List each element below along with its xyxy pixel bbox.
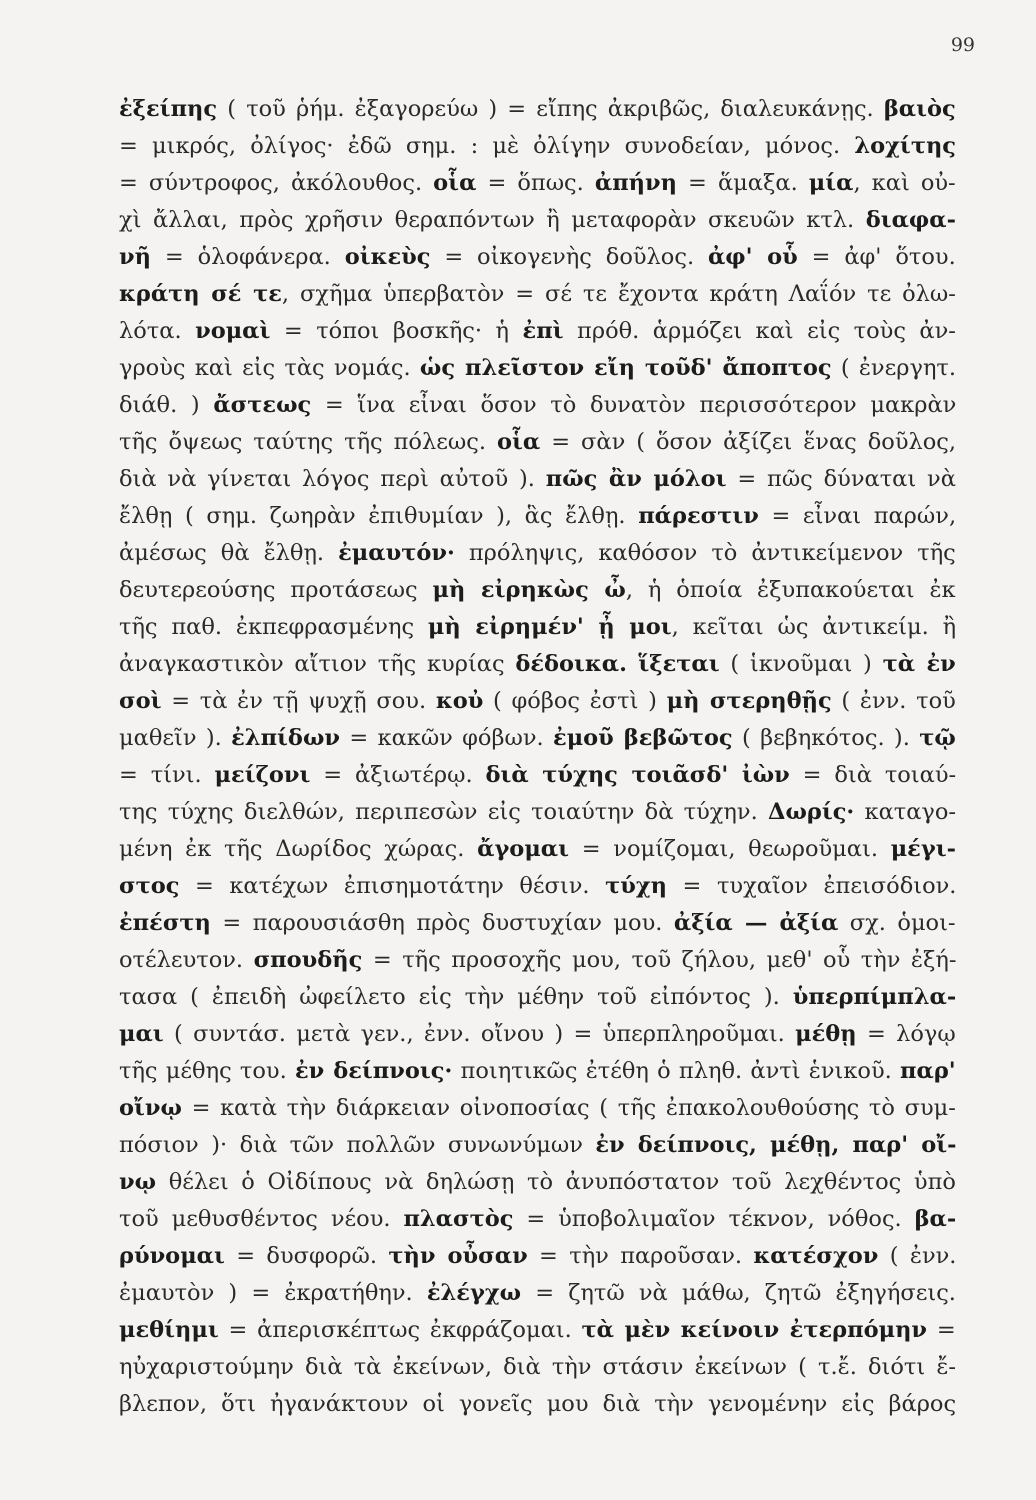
gloss-text: ἐμαυτὸν ) = ἐκρατήθην. (119, 1280, 427, 1306)
headword: κράτη σέ τε (119, 281, 282, 307)
gloss-text: καταγο- (854, 799, 957, 825)
gloss-text: ηὐχαριστούμην διὰ τὰ ἐκείνων, διὰ τὴν στάσιν ἐκείνων ( τ.ἔ. διότι ἔ- (119, 1354, 957, 1380)
gloss-text: = σύντροφος, ἀκόλουθος. (119, 170, 434, 196)
text-line (119, 91, 956, 128)
headword: τὴν οὖσαν (388, 1243, 528, 1269)
gloss-text: = (927, 1317, 956, 1343)
commentary-text (119, 91, 956, 1423)
gloss-text: πόσιον )· διὰ τῶν πολλῶν συνωνύμων (119, 1132, 596, 1158)
text-line (119, 535, 956, 572)
gloss-text: ποιητικῶς ἐτέθη ὁ πληθ. ἀντὶ ἑνικοῦ. (452, 1058, 901, 1084)
headword: νῆ (119, 244, 151, 270)
headword: πάρεστιν (638, 503, 759, 529)
gloss-text: = λόγῳ (856, 1021, 956, 1047)
headword: νομαὶ (195, 318, 271, 344)
gloss-text: = ἀξιωτέρῳ. (310, 762, 486, 788)
text-line (119, 831, 956, 868)
gloss-text: της τύχης διελθών, περιπεσὼν εἰς τοιαύτην δὰ τύχην. (119, 799, 768, 825)
gloss-text: ἔλθῃ ( σημ. ζωηρὰν ἐπιθυμίαν ), ἃς ἔλθῃ. (119, 503, 639, 529)
headword: βα- (914, 1206, 957, 1232)
headword: ἐπὶ (522, 318, 564, 344)
gloss-text: μαθεῖν ). (119, 725, 232, 751)
gloss-text: = τὴν παροῦσαν. (527, 1243, 754, 1269)
headword: τὰ ἐν (882, 651, 956, 677)
gloss-text: ( τοῦ ῥήμ. ἐξαγορεύω ) = εἴπης ἀκριβῶς, διαλευκάνῃς. (217, 96, 884, 122)
gloss-text: ( ἐνεργητ. (831, 355, 957, 381)
headword: μὴ στερηθῇς (666, 688, 832, 714)
headword: οἷα (433, 170, 477, 196)
gloss-text: ( συντάσ. μετὰ γεν., ἐνν. οἴνου ) = ὑπερπληροῦμαι. (163, 1021, 796, 1047)
headword: οἴνῳ (119, 1095, 182, 1121)
gloss-text: διάθ. ) (119, 392, 214, 418)
gloss-text: θέλει ὁ Οἰδίπους νὰ δηλώσῃ τὸ ἀνυπόστατον τοῦ λεχθέντος ὑπὸ (156, 1169, 956, 1195)
gloss-text: πρόθ. ἁρμόζει καὶ εἰς τοὺς ἀν- (563, 318, 956, 344)
gloss-text: τοῦ μεθυσθέντος νέου. (119, 1206, 404, 1232)
gloss-text: = μικρός, ὀλίγος· ἐδῶ σημ. : μὲ ὀλίγην συνοδείαν, μόνος. (119, 133, 855, 159)
gloss-text: βλεπον, ὅτι ἠγανάκτουν οἱ γονεῖς μου διὰ τὴν γενομένην εἰς βάρος (119, 1391, 957, 1417)
gloss-text: = πῶς δύναται νὰ (726, 466, 956, 492)
gloss-text: = κακῶν φόβων. (339, 725, 554, 751)
text-line (119, 646, 956, 683)
gloss-text: = εἶναι παρών, (758, 503, 957, 529)
headword: οἰκεὺς (344, 244, 431, 270)
gloss-text: = ὑποβολιμαῖον τέκνον, νόθος. (513, 1206, 915, 1232)
text-line (119, 609, 956, 646)
gloss-text: = ὁλοφάνερα. (150, 244, 345, 270)
gloss-text: , ἡ ὁποία ἐξυπακούεται ἐκ (625, 577, 956, 603)
headword: ἐλπίδων (231, 725, 340, 751)
headword: σπουδῆς (253, 947, 363, 973)
gloss-text: οτέλευτον. (119, 947, 254, 973)
gloss-text: = κατέχων ἐπισημοτάτην θέσιν. (179, 873, 606, 899)
headword: μέγι- (890, 836, 956, 862)
gloss-text: χὶ ἄλλαι, πρὸς χρῆσιν θεραπόντων ἢ μεταφορὰν σκευῶν κτλ. (119, 207, 866, 233)
headword: ἀξία — ἀξία (673, 910, 839, 936)
text-line (119, 1201, 956, 1238)
gloss-text: = κατὰ τὴν διάρκειαν οἰνοποσίας ( τῆς ἐπακολουθούσης τὸ συμ- (181, 1095, 956, 1121)
gloss-text: = τίνι. (119, 762, 215, 788)
text-line (119, 202, 956, 239)
gloss-text: = ἵνα εἶναι ὅσον τὸ δυνατὸν περισσότερον μακρὰν (311, 392, 957, 418)
text-line (119, 1053, 956, 1090)
text-line (119, 165, 956, 202)
text-line (119, 1275, 956, 1312)
headword: Δωρίς· (768, 799, 855, 825)
gloss-text: πρόληψις, καθόσον τὸ ἀντικείμενον τῆς (454, 540, 956, 566)
text-line (119, 720, 956, 757)
headword: ἐπέστη (119, 910, 211, 936)
gloss-text: δευτερεούσης προτάσεως (119, 577, 433, 603)
gloss-text: , σχῆμα ὑπερβατὸν = σέ τε ἔχοντα κράτη Λαΐόν τε ὀλω- (281, 281, 956, 307)
text-line (119, 350, 956, 387)
headword: ἐμαυτόν· (338, 540, 455, 566)
headword: ρύνομαι (119, 1243, 225, 1269)
text-line (119, 239, 956, 276)
gloss-text: γροὺς καὶ εἰς τὰς νομάς. (119, 355, 420, 381)
headword: βαιὸς (883, 96, 956, 122)
text-line (119, 498, 956, 535)
text-line (119, 276, 956, 313)
text-line (119, 387, 956, 424)
gloss-text: = σὰν ( ὅσον ἀξίζει ἕνας δοῦλος, (540, 429, 957, 455)
headword: μὴ εἰρημέν' ᾖ μοι (427, 614, 672, 640)
page-number: 99 (950, 34, 975, 56)
text-line (119, 572, 956, 609)
headword: τύχη (605, 873, 668, 899)
text-line (119, 794, 956, 831)
gloss-text: μένη ἐκ τῆς Δωρίδος χώρας. (119, 836, 478, 862)
headword: ἐλέγχω (426, 1280, 522, 1306)
gloss-text: ἀναγκαστικὸν αἴτιον τῆς κυρίας (119, 651, 516, 677)
text-line (119, 683, 956, 720)
gloss-text: ( βεβηκότος. ). (732, 725, 920, 751)
gloss-text: ( ἱκνοῦμαι ) (719, 651, 883, 677)
text-line (119, 1349, 956, 1386)
text-line (119, 1127, 956, 1164)
text-line (119, 979, 956, 1016)
gloss-text: = τυχαῖον ἐπεισόδιον. (667, 873, 957, 899)
gloss-text: τῆς μέθης του. (119, 1058, 295, 1084)
gloss-text: = ζητῶ νὰ μάθω, ζητῶ ἐξηγήσεις. (521, 1280, 956, 1306)
text-line (119, 1312, 956, 1349)
headword: μείζονι (214, 762, 311, 788)
gloss-text: ( ἐνν. τοῦ (831, 688, 956, 714)
headword: ἐν δείπνοις, μέθῃ, παρ' οἴ- (595, 1132, 957, 1158)
text-line (119, 313, 956, 350)
text-line (119, 905, 956, 942)
gloss-text: ( ἐνν. (878, 1243, 957, 1269)
gloss-text: , κεῖται ὡς ἀντικείμ. ἢ (671, 614, 957, 640)
gloss-text: = τὰ ἐν τῇ ψυχῇ σου. (161, 688, 436, 714)
headword: δέδοικα. ἵξεται (515, 651, 720, 677)
text-line (119, 1090, 956, 1127)
headword: τῷ (919, 725, 956, 751)
text-line (119, 757, 956, 794)
headword: νῳ (119, 1169, 157, 1195)
headword: κοὐ (435, 688, 484, 714)
headword: πῶς ἂν μόλοι (545, 466, 727, 492)
headword: πλαστὸς (403, 1206, 514, 1232)
gloss-text: = ἅμαξα. (677, 170, 809, 196)
gloss-text: ἀμέσως θὰ ἔλθῃ. (119, 540, 339, 566)
headword: ἄστεως (213, 392, 312, 418)
gloss-text: = παρουσιάσθη πρὸς δυστυχίαν μου. (210, 910, 674, 936)
headword: λοχίτης (854, 133, 957, 159)
gloss-text: τῆς παθ. ἐκπεφρασμένης (119, 614, 428, 640)
text-line (119, 1386, 956, 1423)
headword: μεθίημι (119, 1317, 219, 1343)
gloss-text: τῆς ὄψεως ταύτης τῆς πόλεως. (119, 429, 497, 455)
headword: ἀπήνη (594, 170, 677, 196)
headword: ἐξείπης (119, 96, 218, 122)
headword: παρ' (900, 1058, 956, 1084)
headword: ὑπερπίμπλα- (792, 984, 957, 1010)
headword: μαι (119, 1021, 164, 1047)
gloss-text: = ἀφ' ὅτου. (797, 244, 956, 270)
gloss-text: = τόποι βοσκῆς· ἡ (270, 318, 523, 344)
headword: σοὶ (119, 688, 162, 714)
gloss-text: ( φόβος ἐστὶ ) (483, 688, 667, 714)
headword: ὡς πλεῖστον εἴη τοῦδ' ἄποπτος (419, 355, 832, 381)
gloss-text: = οἰκογενὴς δοῦλος. (430, 244, 708, 270)
gloss-text: = ἀπερισκέπτως ἐκφράζομαι. (218, 1317, 582, 1343)
headword: ἐν δείπνοις· (295, 1058, 453, 1084)
gloss-text: = δυσφορῶ. (224, 1243, 389, 1269)
headword: τὰ μὲν κείνοιν ἐτερπόμην (581, 1317, 928, 1343)
headword: διὰ τύχης τοιᾶσδ' ἰὼν (485, 762, 790, 788)
gloss-text: = νομίζομαι, θεωροῦμαι. (569, 836, 891, 862)
text-line (119, 1164, 956, 1201)
headword: διαφα- (865, 207, 956, 233)
gloss-text: = τῆς προσοχῆς μου, τοῦ ζήλου, μεθ' οὗ τὴν ἐξή- (362, 947, 957, 973)
gloss-text: σχ. ὁμοι- (838, 910, 956, 936)
text-line (119, 424, 956, 461)
gloss-text: τασα ( ἐπειδὴ ὠφείλετο εἰς τὴν μέθην τοῦ εἰπόντος ). (119, 984, 793, 1010)
text-line (119, 461, 956, 498)
gloss-text: , καὶ οὐ- (853, 170, 956, 196)
headword: μία (808, 170, 854, 196)
headword: κατέσχον (753, 1243, 879, 1269)
headword: οἷα (496, 429, 541, 455)
text-line (119, 868, 956, 905)
text-line (119, 128, 956, 165)
gloss-text: = ὅπως. (476, 170, 595, 196)
text-line (119, 1016, 956, 1053)
gloss-text: διὰ νὰ γίνεται λόγος περὶ αὐτοῦ ). (119, 466, 546, 492)
gloss-text: λότα. (119, 318, 196, 344)
text-line (119, 1238, 956, 1275)
headword: ἄγομαι (477, 836, 569, 862)
headword: ἐμοῦ βεβῶτος (553, 725, 733, 751)
headword: μὴ εἰρηκὼς ὦ (432, 577, 626, 603)
gloss-text: = διὰ τοιαύ- (789, 762, 957, 788)
headword: στος (119, 873, 180, 899)
headword: μέθῃ (795, 1021, 857, 1047)
text-line (119, 942, 956, 979)
headword: ἀφ' οὗ (707, 244, 798, 270)
